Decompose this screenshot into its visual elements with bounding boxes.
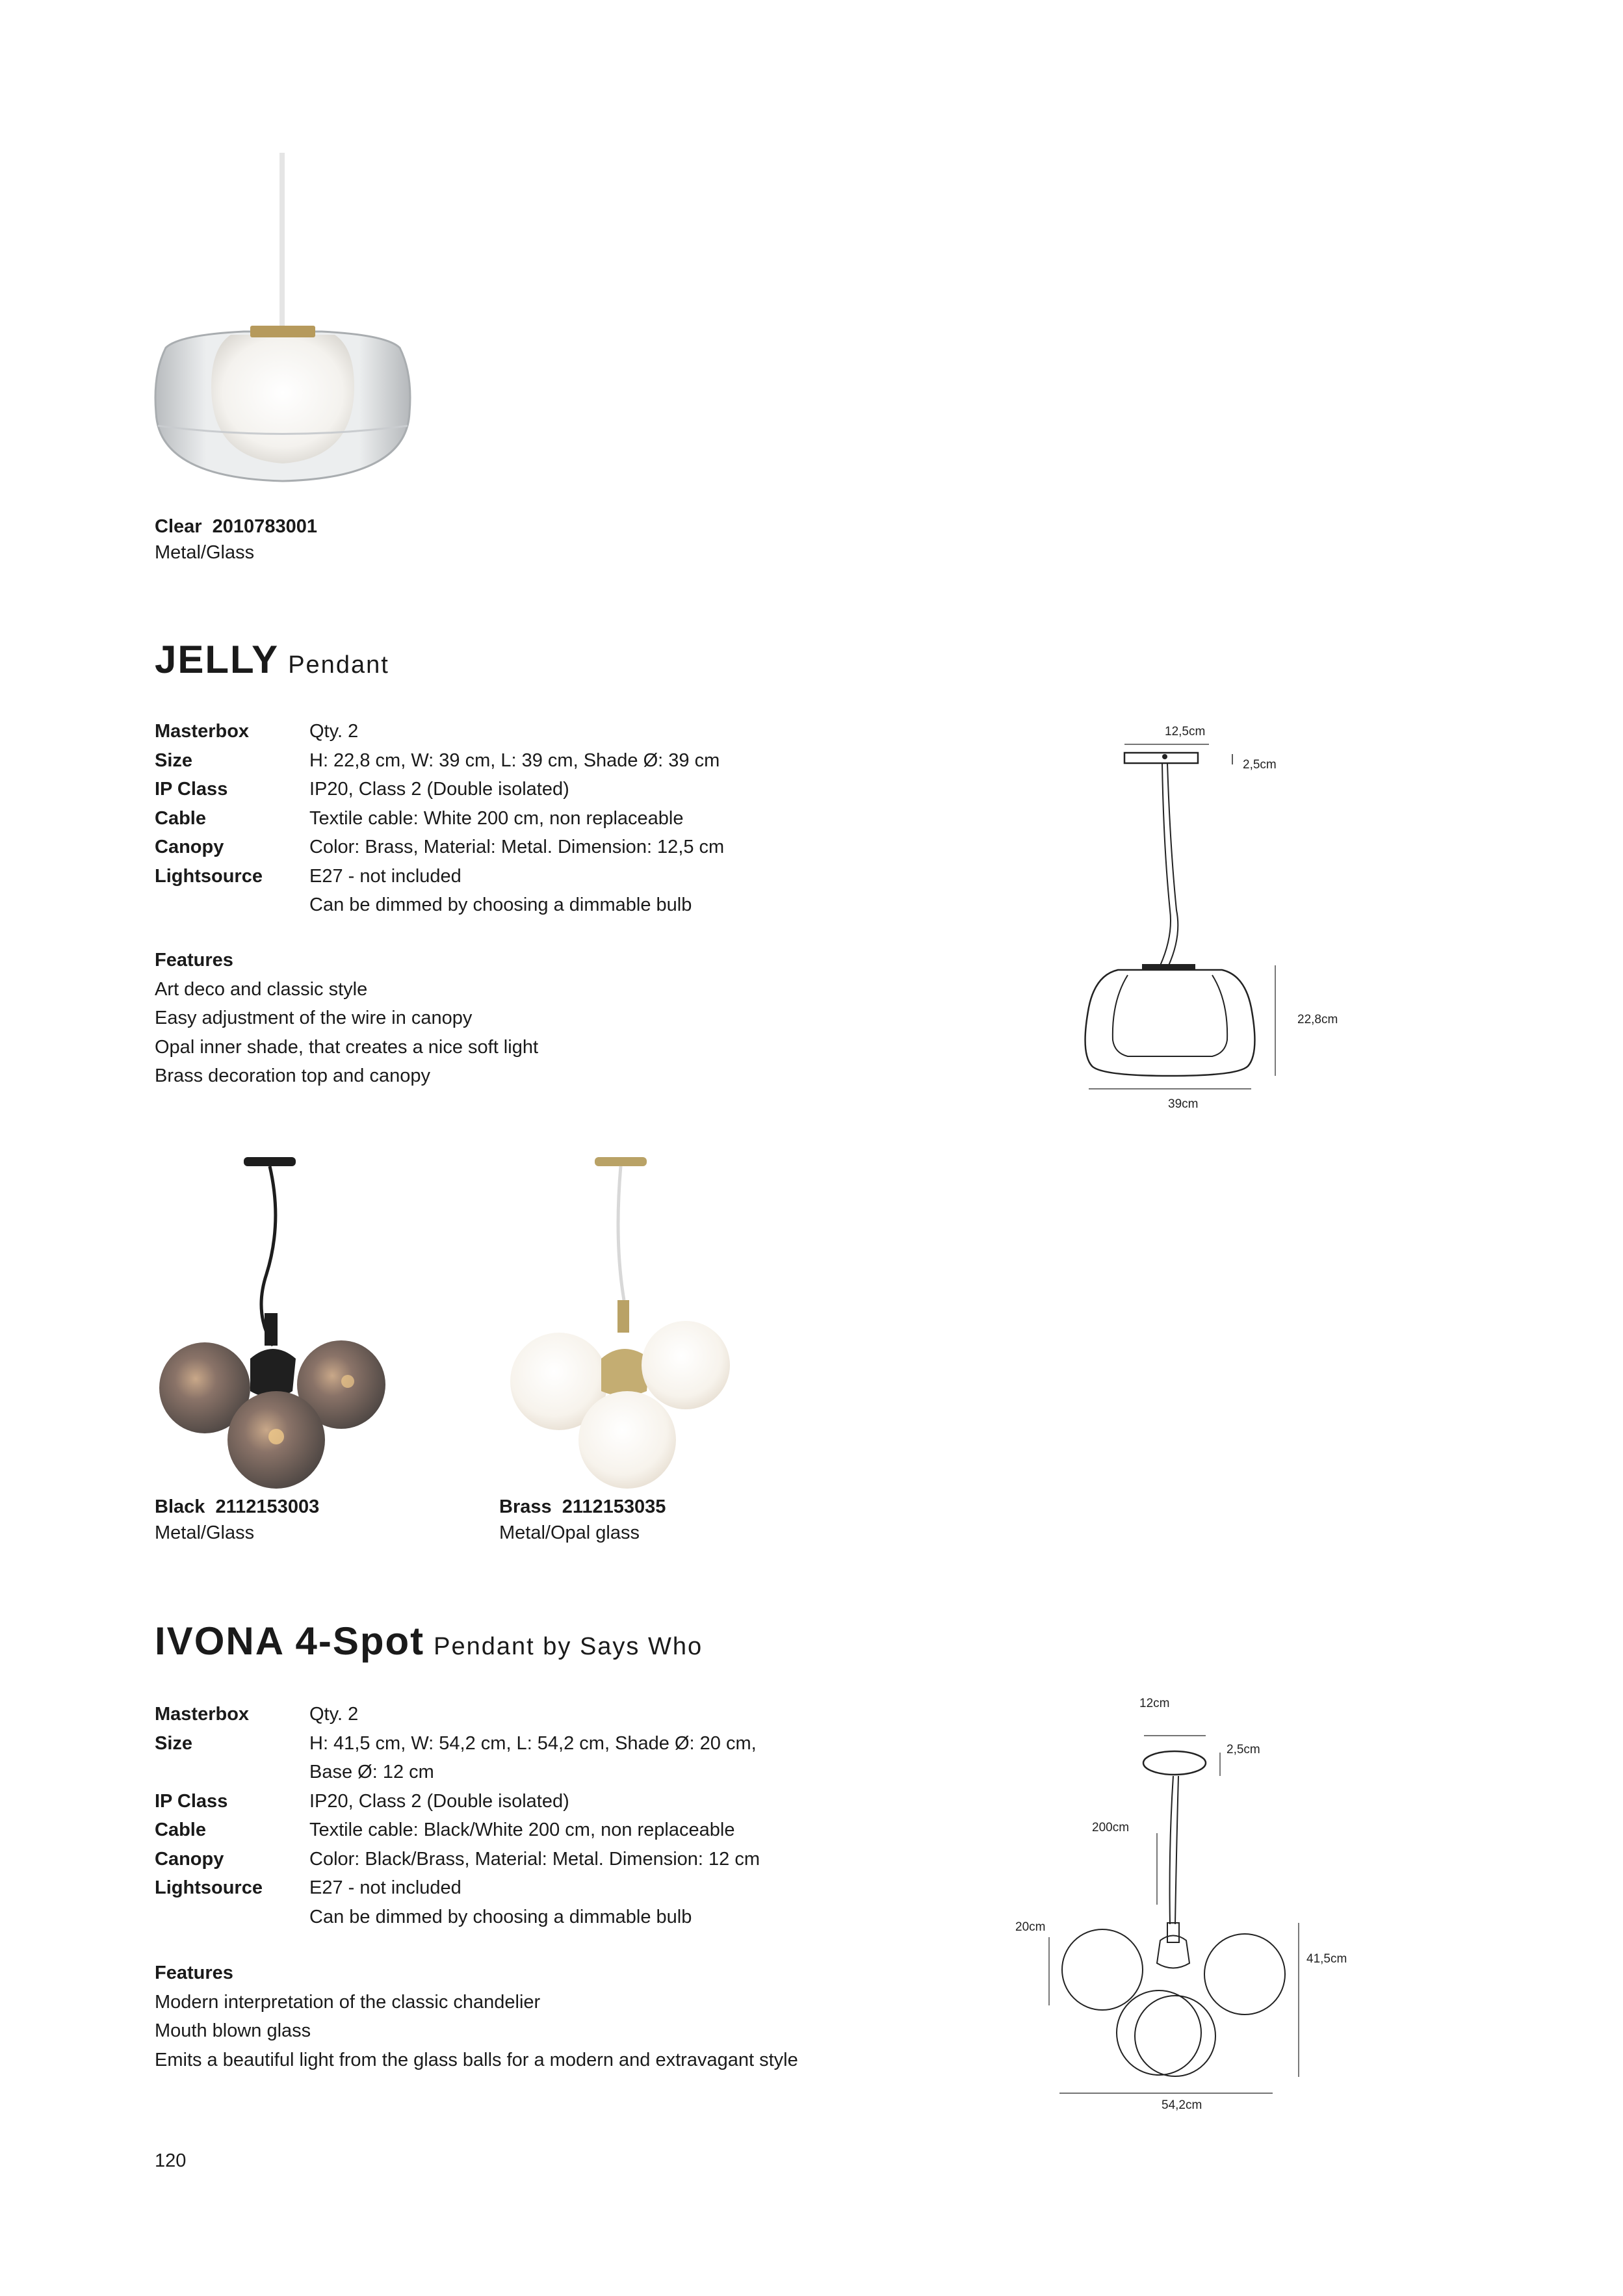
ivona-dimension-drawing	[1040, 1716, 1378, 2106]
spec-value: Color: Black/Brass, Material: Metal. Dimension: 12 cm	[309, 1848, 760, 1870]
spec-row	[155, 1816, 829, 1845]
feature-item: Mouth blown glass	[155, 2020, 311, 2041]
spec-label	[155, 1903, 309, 1932]
ivona-black-photo	[153, 1144, 400, 1495]
jelly-variant-color: Clear	[155, 516, 202, 537]
ivona-dim-height: 41,5cm	[1306, 1952, 1347, 1966]
ivona-black-color: Black	[155, 1496, 205, 1517]
jelly-dim-canopy: 12,5cm	[1165, 725, 1206, 738]
spec-label: Size	[155, 1732, 193, 1754]
ivona-title	[155, 1619, 703, 1669]
spec-value: E27 - not included	[309, 1877, 461, 1898]
jelly-dimension-drawing	[1066, 715, 1352, 1118]
spec-label	[155, 891, 309, 920]
jelly-name: JELLY	[155, 638, 279, 681]
spec-label: Canopy	[155, 837, 224, 857]
spec-label: IP Class	[155, 1790, 228, 1812]
spec-value: Qty. 2	[309, 1704, 359, 1725]
spec-label: Lightsource	[155, 1877, 263, 1898]
jelly-dim-width: 39cm	[1168, 1097, 1199, 1111]
ivona-brass-material: Metal/Opal glass	[499, 1522, 640, 1543]
jelly-spec-table	[155, 717, 829, 920]
spec-value: Qty. 2	[309, 721, 359, 742]
spec-row	[155, 746, 829, 776]
jelly-dim-canopy-height: 2,5cm	[1243, 758, 1277, 772]
ivona-spec-table	[155, 1700, 829, 1931]
spec-value: IP20, Class 2 (Double isolated)	[309, 1790, 569, 1812]
spec-label: Masterbox	[155, 1704, 250, 1725]
features-heading: Features	[155, 1963, 233, 1983]
feature-item: Easy adjustment of the wire in canopy	[155, 1008, 473, 1028]
jelly-variant-code: 2010783001	[212, 516, 317, 537]
feature-item: Art deco and classic style	[155, 978, 368, 1000]
spec-label: Size	[155, 750, 193, 771]
spec-row	[155, 862, 829, 891]
feature-item: Modern interpretation of the classic chandelier	[155, 1991, 541, 2013]
ivona-brass-code: 2112153035	[562, 1496, 666, 1517]
jelly-clear-photo	[153, 153, 413, 491]
ivona-dim-width: 54,2cm	[1162, 2098, 1202, 2112]
spec-label: Cable	[155, 807, 206, 829]
ivona-brass-caption	[499, 1494, 666, 1546]
ivona-brass-color: Brass	[499, 1496, 552, 1517]
ivona-dim-canopy: 12cm	[1139, 1697, 1170, 1710]
spec-row	[155, 1700, 829, 1729]
features-heading: Features	[155, 950, 233, 971]
spec-value: Can be dimmed by choosing a dimmable bulb	[309, 894, 692, 915]
spec-row	[155, 1903, 829, 1932]
spec-row	[155, 833, 829, 862]
spec-value: Textile cable: Black/White 200 cm, non replaceable	[309, 1820, 735, 1840]
feature-item: Emits a beautiful light from the glass balls for a modern and extravagant style	[155, 2049, 798, 2070]
spec-row	[155, 891, 829, 920]
spec-label: Masterbox	[155, 721, 250, 742]
ivona-name: IVONA 4-Spot	[155, 1619, 425, 1663]
jelly-type: Pendant	[288, 651, 389, 679]
ivona-dim-shade: 20cm	[1015, 1920, 1046, 1934]
jelly-features	[155, 946, 538, 1091]
spec-label: Canopy	[155, 1848, 224, 1870]
ivona-type: Pendant by Says Who	[434, 1633, 703, 1660]
spec-value: H: 41,5 cm, W: 54,2 cm, L: 54,2 cm, Shade Ø: 20 cm, Base Ø: 12 cm	[309, 1732, 757, 1782]
spec-value: Can be dimmed by choosing a dimmable bulb	[309, 1906, 692, 1927]
spec-value: H: 22,8 cm, W: 39 cm, L: 39 cm, Shade Ø: 39 cm	[309, 750, 720, 771]
ivona-black-code: 2112153003	[215, 1496, 320, 1517]
spec-row	[155, 1873, 829, 1903]
page-number: 120	[155, 2150, 187, 2171]
jelly-title	[155, 637, 389, 688]
spec-row	[155, 1845, 829, 1874]
spec-row	[155, 804, 829, 833]
ivona-dim-cable: 200cm	[1092, 1821, 1130, 1834]
ivona-black-material: Metal/Glass	[155, 1522, 255, 1543]
spec-label: Cable	[155, 1820, 206, 1840]
ivona-brass-photo	[497, 1144, 757, 1495]
jelly-dim-height: 22,8cm	[1297, 1013, 1338, 1026]
spec-label: IP Class	[155, 779, 228, 800]
spec-row	[155, 717, 829, 746]
spec-value: Textile cable: White 200 cm, non replaceable	[309, 807, 684, 829]
spec-row	[155, 1729, 829, 1787]
spec-value: Color: Brass, Material: Metal. Dimension: 12,5 cm	[309, 837, 725, 857]
ivona-features	[155, 1959, 798, 2074]
spec-value: E27 - not included	[309, 865, 461, 887]
spec-row	[155, 775, 829, 804]
feature-item: Opal inner shade, that creates a nice soft light	[155, 1036, 539, 1058]
spec-value: IP20, Class 2 (Double isolated)	[309, 779, 569, 800]
jelly-variant-caption	[155, 514, 317, 566]
ivona-dim-canopy-height: 2,5cm	[1227, 1743, 1260, 1756]
ivona-black-caption	[155, 1494, 319, 1546]
feature-item: Brass decoration top and canopy	[155, 1065, 430, 1086]
spec-label: Lightsource	[155, 865, 263, 887]
jelly-variant-material: Metal/Glass	[155, 542, 255, 563]
spec-row	[155, 1787, 829, 1816]
